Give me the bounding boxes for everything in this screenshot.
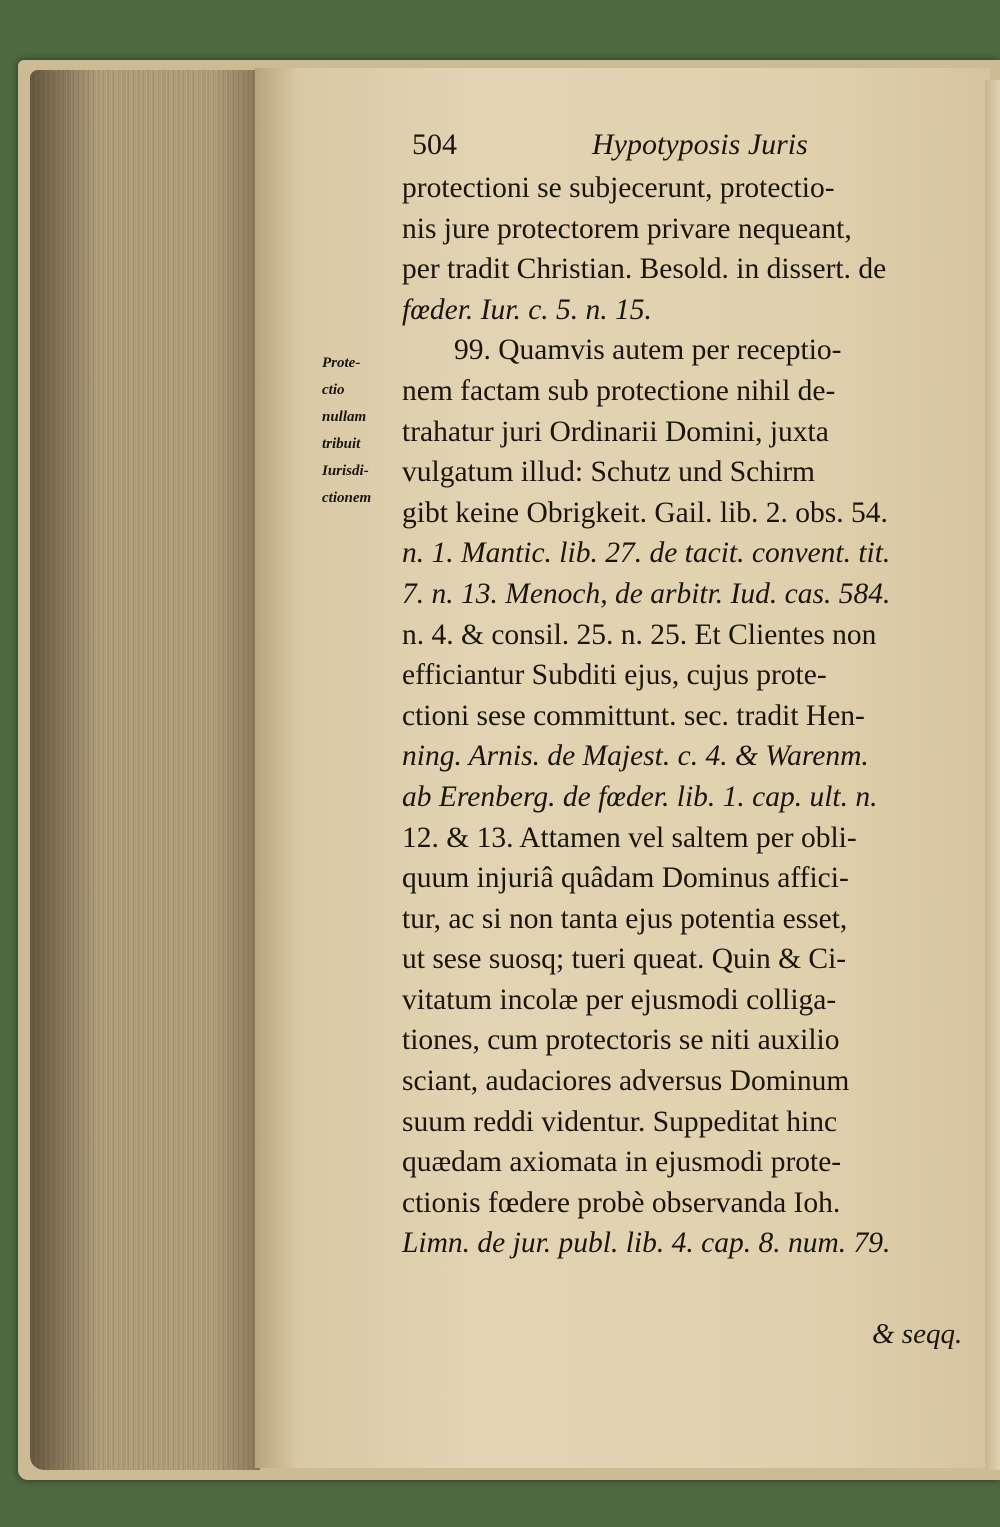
- text-line: ctioni sese committunt. sec. tradit Hen-: [402, 699, 865, 732]
- text-line: Limn. de jur. publ. lib. 4. cap. 8. num. 79.: [402, 1227, 891, 1260]
- facing-page-edge: [985, 80, 1000, 1470]
- marginal-line: ctionem: [322, 490, 372, 506]
- marginal-note: [322, 350, 410, 512]
- text-line: vulgatum illud: Schutz und Schirm: [402, 456, 815, 489]
- marginal-line: Iurisdi-: [322, 463, 369, 479]
- text-line: fœder. Iur. c. 5. n. 15.: [402, 293, 652, 326]
- marginal-line: Prote-: [322, 355, 361, 371]
- text-line: nis jure protectorem privare nequeant,: [402, 212, 852, 245]
- text-line: sciant, audaciores adversus Dominum: [402, 1065, 850, 1098]
- body-text: [402, 168, 977, 1264]
- text-line: ctionis fœdere probè observanda Ioh.: [402, 1186, 841, 1219]
- text-line: trahatur juri Ordinarii Domini, juxta: [402, 415, 829, 448]
- text-line: per tradit Christian. Besold. in dissert. de: [402, 253, 887, 286]
- text-line: n. 1. Mantic. lib. 27. de tacit. convent. tit.: [402, 537, 891, 570]
- text-line: 7. n. 13. Menoch, de arbitr. Iud. cas. 584.: [402, 577, 891, 610]
- text-line: nem factam sub protectione nihil de-: [402, 374, 836, 407]
- text-line: tiones, cum protectoris se niti auxilio: [402, 1024, 840, 1057]
- page-header: [412, 128, 972, 170]
- catchword: & seqq.: [872, 1318, 963, 1350]
- page-edges-shade: [30, 70, 260, 1470]
- text-line: n. 4. & consil. 25. n. 25. Et Clientes non: [402, 618, 877, 651]
- text-line: 12. & 13. Attamen vel saltem per obli-: [402, 821, 857, 854]
- text-line: efficiantur Subditi ejus, cujus prote-: [402, 659, 827, 692]
- text-line: ning. Arnis. de Majest. c. 4. & Warenm.: [402, 740, 869, 773]
- marginal-line: nullam: [322, 409, 367, 425]
- text-line: tur, ac si non tanta ejus potentia esset,: [402, 902, 848, 935]
- text-line: protectioni se subjecerunt, protectio-: [402, 172, 835, 204]
- marginal-line: ctio: [322, 382, 345, 398]
- text-line: quædam axiomata in ejusmodi prote-: [402, 1146, 842, 1179]
- text-line: 99. Quamvis autem per receptio-: [454, 334, 842, 367]
- text-line: ut sese suosq; tueri queat. Quin & Ci-: [402, 943, 847, 976]
- text-line: quum injuriâ quâdam Dominus affici-: [402, 862, 849, 895]
- text-line: ab Erenberg. de fœder. lib. 1. cap. ult. n.: [402, 780, 878, 813]
- text-line: gibt keine Obrigkeit. Gail. lib. 2. obs. 54.: [402, 496, 888, 529]
- text-line: vitatum incolæ per ejusmodi colliga-: [402, 983, 837, 1016]
- page-number: 504: [412, 128, 457, 161]
- marginal-line: tribuit: [322, 436, 361, 452]
- text-line: suum reddi videntur. Suppeditat hinc: [402, 1105, 838, 1138]
- running-title: Hypotyposis Juris: [592, 128, 808, 161]
